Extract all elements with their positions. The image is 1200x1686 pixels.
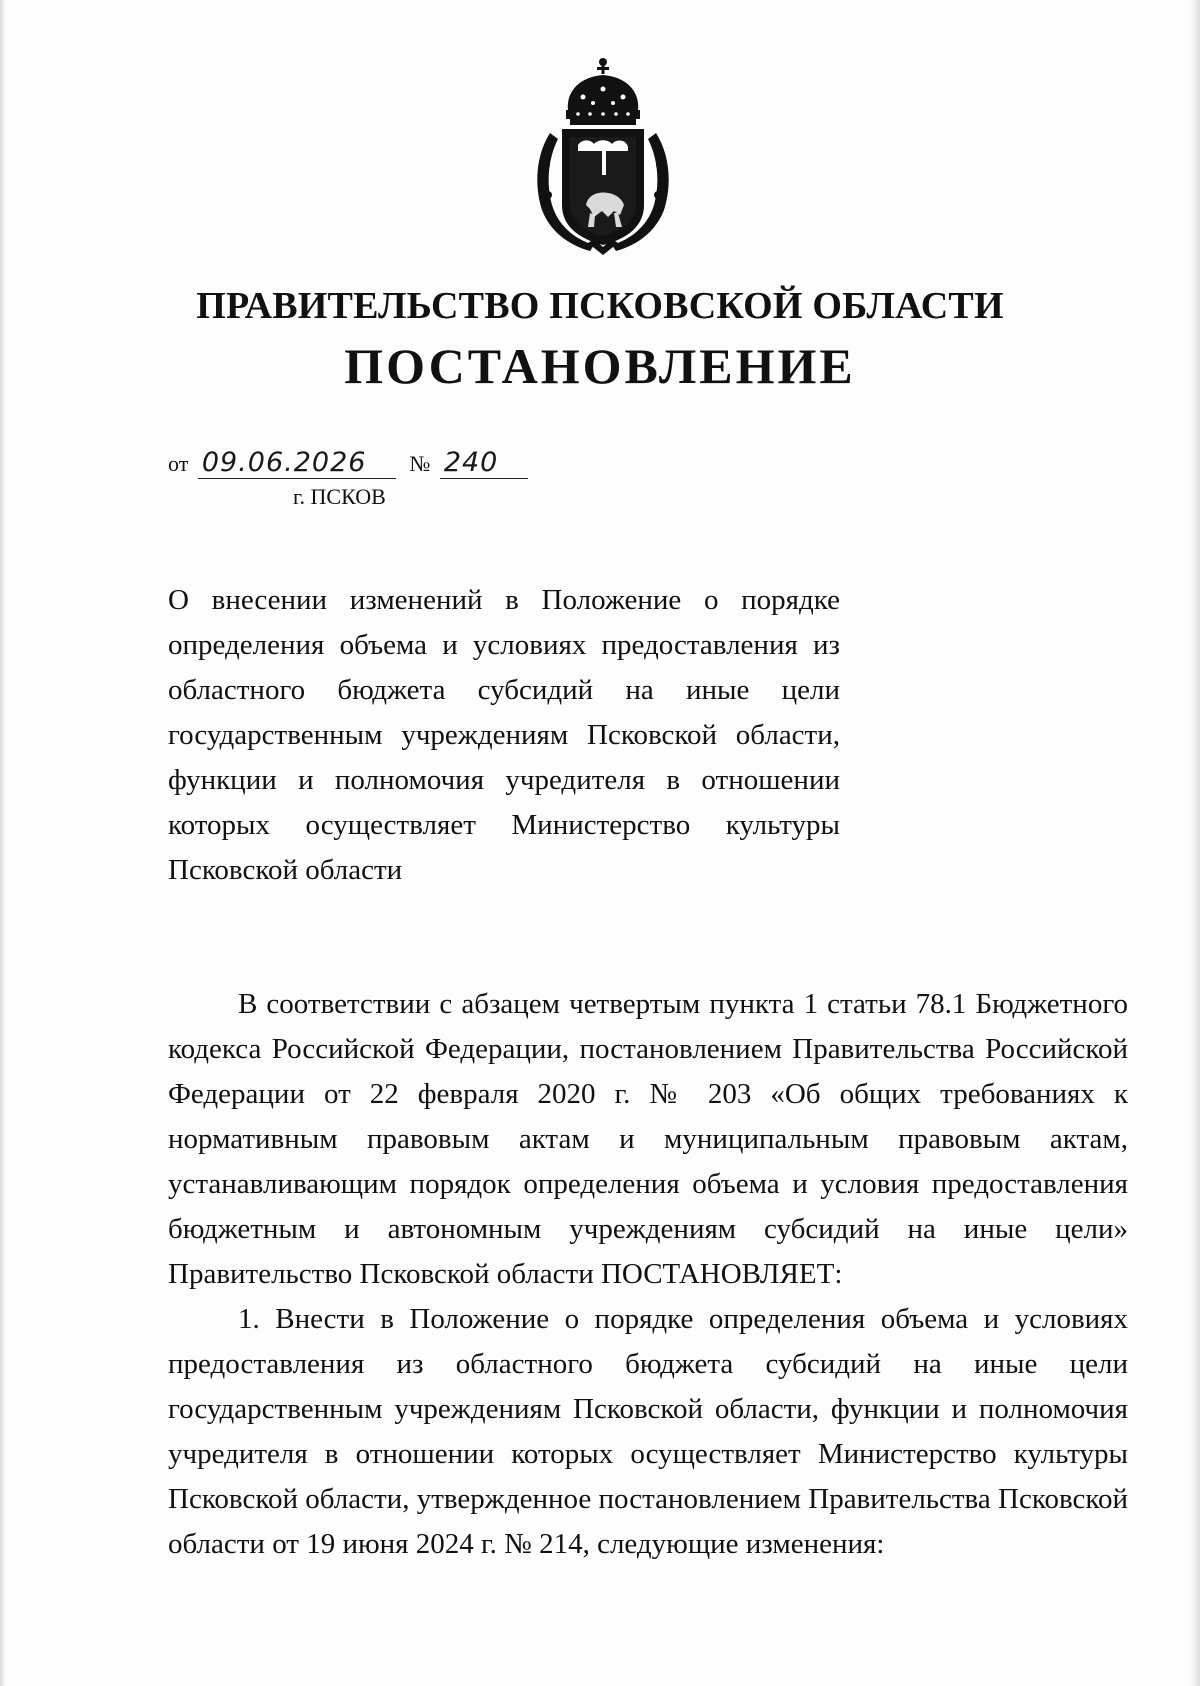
date-prefix: от: [168, 451, 189, 476]
document-type: ПОСТАНОВЛЕНИЕ: [344, 338, 856, 394]
number-prefix: №: [409, 451, 431, 476]
document-body: [168, 982, 1128, 1567]
document-date: 09.06.2026: [198, 448, 396, 479]
scan-edge-left: [0, 0, 7, 1686]
scan-edge-right: [1190, 0, 1200, 1686]
city-name: г. ПСКОВ: [293, 484, 386, 509]
pskov-coat-of-arms-icon: [528, 55, 678, 255]
registration-line: [168, 448, 528, 484]
government-name: ПРАВИТЕЛЬСТВО ПСКОВСКОЙ ОБЛАСТИ: [196, 285, 1004, 327]
preamble-paragraph: В соответствии с абзацем четвертым пункта 1 статьи 78.1 Бюджетного кодекса Российской Федерации, постановлением Правительства Российской Федерации от 22 февраля 2020 г. № 203 «Об общих требованиях к нормативным правовым актам и муниципальным правовым актам, устанавливающим порядок определения объема и условия предоставления бюджетным и автономным учреждениям субсидий на иные цели» Правительство Псковской области ПОСТАНОВЛЯЕТ:: [168, 988, 1128, 1290]
document-title: О внесении изменений в Положение о порядке определения объема и условиях предоставления из областного бюджета субсидий на иные цели государственным учреждениям Псковской области, функции и полномочия учредителя в отношении которых осуществляет Министерство культуры Псковской области: [168, 584, 840, 886]
clause-1-paragraph: 1. Внести в Положение о порядке определения объема и условиях предоставления из областного бюджета субсидий на иные цели государственным учреждениям Псковской области, функции и полномочия учредителя в отношении которых осуществляет Министерство культуры Псковской области, утвержденное постановлением Правительства Псковской области от 19 июня 2024 г. № 214, следующие изменения:: [168, 1303, 1128, 1560]
document-number: 240: [440, 448, 528, 479]
